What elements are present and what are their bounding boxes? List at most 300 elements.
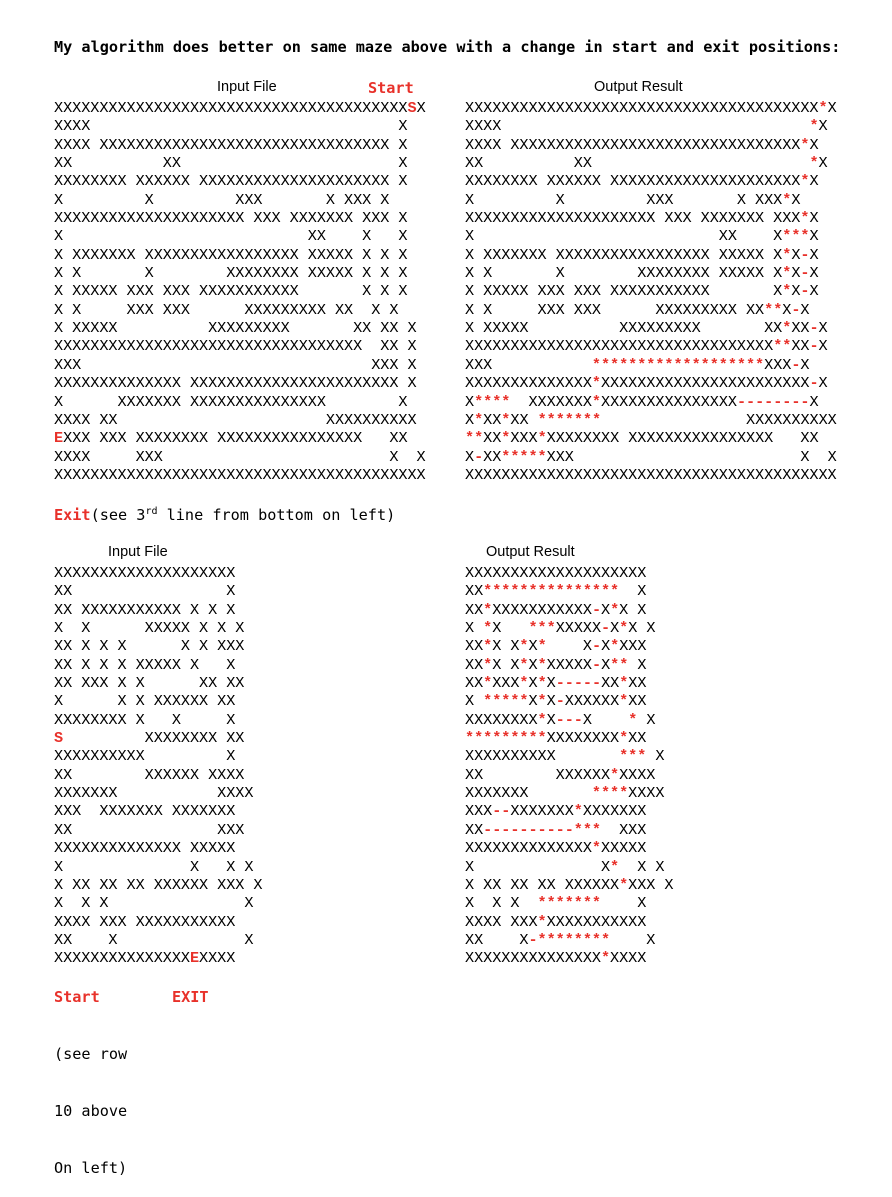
wall-segment: X bbox=[528, 637, 538, 656]
maze-row bbox=[54, 356, 426, 374]
wall-segment: XX X X bbox=[54, 930, 254, 949]
maze2-note-line: (see row bbox=[54, 1045, 128, 1063]
wall-segment: XXXXXXXXXXXXXXX bbox=[54, 949, 190, 968]
path-mark: - bbox=[474, 447, 484, 466]
wall-segment: X X bbox=[619, 857, 665, 876]
wall-segment: XX bbox=[791, 319, 810, 338]
wall-segment: XX bbox=[791, 337, 810, 356]
maze-row bbox=[465, 729, 674, 747]
maze2-start-label: Start bbox=[54, 988, 100, 1006]
wall-segment: X bbox=[465, 692, 484, 711]
maze1-start-caption: Start bbox=[368, 79, 414, 97]
wall-segment: XX bbox=[628, 674, 647, 693]
wall-segment: X XX XX XX XXXXXX XXX X bbox=[54, 875, 263, 894]
maze-row bbox=[465, 154, 837, 172]
path-mark: * bbox=[537, 637, 547, 656]
wall-segment: XX X bbox=[54, 582, 236, 601]
maze-row bbox=[54, 99, 426, 117]
maze-row bbox=[54, 411, 426, 429]
wall-segment: X bbox=[528, 674, 538, 693]
wall-segment: X bbox=[818, 117, 828, 136]
wall-segment: X bbox=[809, 209, 819, 228]
maze-row bbox=[465, 821, 674, 839]
path-mark: - bbox=[591, 655, 602, 674]
wall-segment: X bbox=[546, 692, 556, 711]
maze-row bbox=[54, 949, 262, 967]
maze2-input-caption: Input File bbox=[108, 544, 168, 560]
wall-segment: XXXXXXXX bbox=[546, 729, 620, 748]
maze-row bbox=[465, 656, 674, 674]
wall-segment: X XX XX XX XXXXXX bbox=[465, 875, 620, 894]
path-mark: - bbox=[809, 337, 819, 356]
path-mark: *** bbox=[619, 747, 647, 766]
maze-row bbox=[465, 858, 674, 876]
wall-segment: XX XX bbox=[465, 154, 810, 173]
maze-row bbox=[54, 429, 426, 447]
path-mark: * bbox=[537, 429, 547, 448]
wall-segment: XX XXXXXX XXXX bbox=[54, 765, 245, 784]
wall-segment: X bbox=[619, 582, 647, 601]
path-mark: * bbox=[537, 710, 547, 729]
path-mark: * bbox=[610, 857, 620, 876]
wall-segment: X bbox=[791, 264, 801, 283]
maze-row bbox=[465, 227, 837, 245]
maze-row bbox=[465, 191, 837, 209]
path-mark: * bbox=[537, 912, 547, 931]
path-mark: * bbox=[782, 190, 792, 209]
wall-segment: X bbox=[546, 637, 592, 656]
wall-segment: XXXXXXXXXXXXXX XXXXXXXXXXXXXXXXXXXXXXX X bbox=[54, 374, 417, 393]
wall-segment: X bbox=[800, 300, 810, 319]
maze-row bbox=[465, 913, 674, 931]
wall-segment: XXXXXXXXXXXXXXXXXXXXXXX bbox=[600, 374, 810, 393]
maze-row bbox=[465, 393, 837, 411]
wall-segment: XXXXXX bbox=[564, 692, 620, 711]
wall-segment: XXXX XXX X X bbox=[54, 447, 426, 466]
wall-segment: XXXXXXXX X X X bbox=[54, 710, 236, 729]
path-mark: *************** bbox=[483, 582, 620, 601]
wall-segment: XXXXXXX bbox=[510, 802, 574, 821]
maze-row bbox=[465, 619, 674, 637]
wall-segment: XXXX bbox=[619, 765, 656, 784]
path-mark: * bbox=[610, 765, 620, 784]
path-mark: *** bbox=[528, 619, 556, 638]
wall-segment: XXX XXXXXXX XXXXXXX bbox=[54, 802, 236, 821]
wall-segment: XXXXXXXXXXXXXX bbox=[465, 839, 592, 858]
wall-segment: XX X X X XXXXX X X bbox=[54, 655, 236, 674]
maze-row bbox=[54, 619, 262, 637]
path-mark: ** bbox=[465, 429, 484, 448]
maze-row bbox=[54, 227, 426, 245]
maze1-exit-label: Exit bbox=[54, 506, 91, 524]
wall-segment: X bbox=[782, 300, 792, 319]
wall-segment: XXX X X bbox=[546, 447, 837, 466]
wall-segment: XXXXXXXX XXXXXXXXXXXXXXXX XX bbox=[546, 429, 819, 448]
path-mark: ** bbox=[773, 337, 792, 356]
maze-row bbox=[465, 209, 837, 227]
path-mark: - bbox=[791, 355, 801, 374]
wall-segment: XXX bbox=[600, 820, 647, 839]
wall-segment: X X X XXXXXXXX XXXXX X X X bbox=[54, 264, 408, 283]
page-title: My algorithm does better on same maze above with a change in start and exit positions: bbox=[54, 38, 841, 56]
wall-segment: XXX bbox=[764, 355, 792, 374]
wall-segment: XXXX bbox=[465, 117, 810, 136]
maze-row bbox=[465, 282, 837, 300]
wall-segment: XXXXXXXXXXXXXXXXXXXXXXXXXXXXXXXXXXXXXXX bbox=[465, 99, 819, 117]
maze-row bbox=[54, 674, 262, 692]
path-mark: -------- bbox=[736, 392, 810, 411]
maze-row bbox=[54, 766, 262, 784]
wall-segment: X bbox=[610, 930, 656, 949]
wall-segment: XXXXXXXXXXXXXXXXXXXX bbox=[465, 564, 647, 582]
maze-row bbox=[465, 246, 837, 264]
path-mark: ----- bbox=[555, 674, 602, 693]
maze-row bbox=[54, 894, 262, 912]
maze-row bbox=[465, 711, 674, 729]
maze-row bbox=[54, 117, 426, 135]
maze-row bbox=[465, 894, 674, 912]
maze-row bbox=[54, 172, 426, 190]
maze-row bbox=[54, 656, 262, 674]
maze1-input-caption: Input File bbox=[217, 79, 277, 95]
path-mark: - bbox=[809, 374, 819, 393]
wall-segment: X X bbox=[492, 637, 520, 656]
maze-row bbox=[54, 784, 262, 802]
path-mark: * bbox=[610, 637, 620, 656]
path-mark: S bbox=[407, 99, 417, 117]
maze-row bbox=[465, 674, 674, 692]
wall-segment: XXX XXX X bbox=[54, 355, 417, 374]
maze-row bbox=[54, 876, 262, 894]
maze-row bbox=[54, 246, 426, 264]
path-mark: * bbox=[628, 710, 638, 729]
maze-row bbox=[465, 466, 837, 484]
maze-row bbox=[465, 374, 837, 392]
wall-segment: X bbox=[818, 374, 828, 393]
maze-row bbox=[465, 117, 837, 135]
maze2-note-line: 10 above bbox=[54, 1102, 128, 1120]
path-mark: * bbox=[800, 135, 810, 154]
maze-row bbox=[465, 411, 837, 429]
wall-segment: X bbox=[601, 655, 611, 674]
wall-segment: X bbox=[809, 282, 819, 301]
wall-segment: XXXXX bbox=[600, 839, 647, 858]
wall-segment: XXX bbox=[619, 637, 647, 656]
maze-row bbox=[54, 209, 426, 227]
path-mark: * bbox=[519, 655, 529, 674]
path-mark: * bbox=[809, 154, 819, 173]
wall-segment: XX bbox=[465, 820, 484, 839]
maze1-output-caption: Output Result bbox=[594, 79, 683, 95]
path-mark: * bbox=[519, 637, 529, 656]
path-mark: * bbox=[591, 374, 601, 393]
maze-row bbox=[465, 301, 837, 319]
maze-row bbox=[54, 448, 426, 466]
wall-segment: X bbox=[818, 337, 828, 356]
wall-segment: X bbox=[809, 172, 819, 191]
maze1-exit-note-sup: rd bbox=[145, 506, 158, 517]
maze-row bbox=[54, 337, 426, 355]
path-mark: * bbox=[483, 600, 493, 619]
wall-segment: X XXXXX XXX XXX XXXXXXXXXXX X X X bbox=[54, 282, 408, 301]
wall-segment: X bbox=[809, 245, 819, 264]
wall-segment: XXXX XX XXXXXXXXXX bbox=[54, 410, 417, 429]
path-mark: -******** bbox=[528, 930, 611, 949]
maze-row bbox=[54, 282, 426, 300]
maze-row bbox=[465, 136, 837, 154]
wall-segment: XX bbox=[465, 582, 484, 601]
wall-segment: X bbox=[610, 619, 620, 638]
maze-row bbox=[465, 637, 674, 655]
maze-row bbox=[465, 356, 837, 374]
wall-segment: XX X X X X X XXX bbox=[54, 637, 245, 656]
maze-row bbox=[465, 319, 837, 337]
wall-segment: XX bbox=[483, 429, 502, 448]
wall-segment: XX XX X bbox=[54, 154, 408, 173]
wall-segment: XXXXXXXXXXXXXXXXXXXXXXXXXXXXXXXXXXXXXXXXX bbox=[465, 465, 837, 484]
maze-row bbox=[54, 692, 262, 710]
path-mark: **** bbox=[474, 392, 511, 411]
maze1-exit-note-pre: (see 3 bbox=[90, 506, 146, 524]
maze-row bbox=[54, 601, 262, 619]
maze-row bbox=[54, 802, 262, 820]
maze2-note bbox=[54, 1007, 127, 1197]
path-mark: ******* bbox=[537, 410, 602, 429]
wall-segment: XXXXXXXXXXXXXXXXXXXXX XXX XXXXXXX XXX X bbox=[54, 209, 408, 228]
wall-segment: X bbox=[818, 319, 828, 338]
wall-segment: XXX bbox=[465, 355, 592, 374]
maze-row bbox=[54, 319, 426, 337]
path-mark: * bbox=[600, 949, 611, 968]
wall-segment: XXXXXXXXXXXXXXXXXXXXXXXXXXXXXXXXXXXXXXX bbox=[54, 99, 408, 117]
wall-segment: XXXXXXXXXXXXXXX bbox=[465, 949, 601, 968]
wall-segment: XXXXXXX bbox=[582, 802, 647, 821]
wall-segment: XX bbox=[483, 410, 502, 429]
path-mark: E bbox=[54, 429, 64, 448]
wall-segment: XX bbox=[628, 692, 647, 711]
maze-row bbox=[54, 637, 262, 655]
path-mark: * bbox=[519, 674, 529, 693]
maze-row bbox=[54, 301, 426, 319]
wall-segment: XXX bbox=[510, 429, 538, 448]
wall-segment: X bbox=[637, 710, 656, 729]
wall-segment: XXX XXX XXXXXXXX XXXXXXXXXXXXXXXX XX bbox=[63, 429, 408, 448]
maze-row bbox=[465, 448, 837, 466]
wall-segment: XXXXXXX bbox=[510, 392, 592, 411]
path-mark: - bbox=[800, 264, 810, 283]
wall-segment: XX bbox=[628, 729, 647, 748]
wall-segment: XXXXXXXXXXXXXXXXXXXXXXXXXXXXXXXXXX XX X bbox=[54, 337, 417, 356]
wall-segment: X XXXXXXX XXXXXXXXXXXXXXXXX XXXXX X bbox=[465, 245, 783, 264]
wall-segment: XXX X bbox=[628, 875, 674, 894]
wall-segment: XXXXX bbox=[555, 619, 602, 638]
maze-row bbox=[465, 337, 837, 355]
wall-segment: X X bbox=[492, 655, 520, 674]
maze2-note-line: On left) bbox=[54, 1159, 128, 1177]
wall-segment: XXX bbox=[492, 674, 520, 693]
wall-segment: XX XXXXXXXXXXX X X X bbox=[54, 600, 236, 619]
wall-segment: X bbox=[546, 710, 556, 729]
maze-row bbox=[54, 136, 426, 154]
maze-row bbox=[465, 601, 674, 619]
path-mark: * bbox=[619, 729, 629, 748]
wall-segment: XXXX XXXXXXXXXXXXXXXXXXXXXXXXXXXXXXXX X bbox=[54, 135, 408, 154]
path-mark: * bbox=[483, 655, 493, 674]
path-mark: ----------*** bbox=[483, 820, 601, 839]
wall-segment: XXXXXXXXXX X bbox=[54, 747, 236, 766]
maze1-output-grid bbox=[465, 99, 837, 484]
wall-segment: XX bbox=[465, 600, 484, 619]
wall-segment: XXXX XXXXXXXXXXXXXXXXXXXXXXXXXXXXXXXX bbox=[465, 135, 801, 154]
wall-segment: XXX bbox=[465, 802, 493, 821]
wall-segment: XXXXX bbox=[546, 655, 592, 674]
wall-segment: XX bbox=[465, 637, 484, 656]
path-mark: * bbox=[474, 410, 484, 429]
wall-segment: XXXXXXXX bbox=[465, 710, 538, 729]
wall-segment: X bbox=[528, 692, 538, 711]
path-mark: S bbox=[54, 729, 64, 748]
wall-segment: XXXXXXXXXXXXXXX bbox=[601, 392, 737, 411]
wall-segment: XXXX bbox=[610, 949, 647, 968]
path-mark: * bbox=[782, 282, 792, 301]
maze-row bbox=[465, 839, 674, 857]
path-mark: * bbox=[591, 839, 601, 858]
maze-row bbox=[54, 264, 426, 282]
path-mark: * bbox=[483, 637, 493, 656]
wall-segment: X X bbox=[619, 600, 647, 619]
wall-segment: XX bbox=[510, 410, 538, 429]
maze-row bbox=[465, 564, 674, 582]
path-mark: ******* bbox=[537, 894, 601, 913]
path-mark: * bbox=[619, 692, 629, 711]
wall-segment: X bbox=[809, 392, 819, 411]
wall-segment: X X X X bbox=[54, 857, 254, 876]
maze-row bbox=[465, 766, 674, 784]
wall-segment: XXXXXXXX XX bbox=[63, 729, 245, 748]
path-mark: * bbox=[537, 692, 547, 711]
path-mark: * bbox=[537, 674, 547, 693]
maze-row bbox=[465, 692, 674, 710]
wall-segment: XXXX bbox=[628, 784, 665, 803]
wall-segment: XXXX XXX bbox=[465, 912, 538, 931]
maze1-exit-note bbox=[54, 506, 395, 525]
maze-row bbox=[54, 839, 262, 857]
wall-segment: X X bbox=[628, 619, 656, 638]
wall-segment: XXXXXXXXXX bbox=[465, 747, 620, 766]
wall-segment: XX bbox=[465, 655, 484, 674]
maze-row bbox=[465, 582, 674, 600]
maze-row bbox=[465, 802, 674, 820]
path-mark: * bbox=[483, 619, 493, 638]
maze-row bbox=[465, 429, 837, 447]
wall-segment: XXXXXXXXXX bbox=[601, 410, 837, 429]
wall-segment: XX XXX X X XX XX bbox=[54, 674, 245, 693]
wall-segment: X bbox=[646, 747, 665, 766]
path-mark: - bbox=[601, 619, 611, 638]
path-mark: -- bbox=[492, 802, 511, 821]
path-mark: - bbox=[800, 282, 810, 301]
path-mark: **** bbox=[591, 784, 629, 803]
wall-segment: XX bbox=[601, 674, 620, 693]
maze-row bbox=[54, 913, 262, 931]
maze-row bbox=[465, 876, 674, 894]
path-mark: - bbox=[809, 319, 819, 338]
maze1-input-grid bbox=[54, 99, 426, 484]
path-mark: * bbox=[809, 117, 819, 136]
path-mark: * bbox=[619, 875, 629, 894]
path-mark: - bbox=[591, 600, 602, 619]
path-mark: ***** bbox=[501, 447, 547, 466]
wall-segment: XXXX XXX XXXXXXXXXXX bbox=[54, 912, 236, 931]
wall-segment: XX XXXXXX bbox=[465, 765, 611, 784]
path-mark: * bbox=[591, 392, 601, 411]
wall-segment: XXXX bbox=[199, 949, 236, 968]
path-mark: * bbox=[610, 600, 620, 619]
wall-segment: X bbox=[601, 600, 611, 619]
wall-segment: X bbox=[601, 637, 611, 656]
wall-segment: XX X bbox=[465, 930, 529, 949]
path-mark: * bbox=[501, 410, 511, 429]
maze-row bbox=[54, 154, 426, 172]
wall-segment: XXXXXXXXXXXXXXXXXXXXX XXX XXXXXXX XXX bbox=[465, 209, 801, 228]
path-mark: * bbox=[818, 99, 828, 117]
wall-segment: XX XXX bbox=[54, 820, 245, 839]
wall-segment: X X X X bbox=[54, 894, 254, 913]
wall-segment: X bbox=[492, 619, 529, 638]
wall-segment: X XX X X bbox=[54, 227, 408, 246]
path-mark: * bbox=[800, 172, 810, 191]
wall-segment: X XXXXX XXXXXXXXX XX XX X bbox=[54, 319, 417, 338]
path-mark: * bbox=[619, 674, 629, 693]
path-mark: * bbox=[573, 802, 583, 821]
wall-segment: X bbox=[465, 392, 475, 411]
wall-segment: X X XXX XXX XXXXXXXXX XX bbox=[465, 300, 765, 319]
path-mark: * bbox=[782, 319, 792, 338]
maze1-exit-note-post: line from bottom on left) bbox=[157, 506, 396, 524]
wall-segment: XXXXXXXXXXXXXXXXXXXX bbox=[54, 564, 236, 582]
wall-segment: X bbox=[800, 355, 810, 374]
wall-segment: X bbox=[416, 99, 426, 117]
maze-row bbox=[54, 582, 262, 600]
maze-row bbox=[54, 747, 262, 765]
wall-segment: X bbox=[546, 674, 556, 693]
wall-segment: XXXXXXXXXXXXXX bbox=[465, 374, 592, 393]
wall-segment: XXXXXXXXXXXXXXXXXXXXXXXXXXXXXXXXXX bbox=[465, 337, 774, 356]
wall-segment: X bbox=[809, 227, 819, 246]
maze2-output-caption: Output Result bbox=[486, 544, 575, 560]
wall-segment: XXXXXXX XXXX bbox=[54, 784, 254, 803]
wall-segment: XXXXXXXX XXXXXX XXXXXXXXXXXXXXXXXXXXX X bbox=[54, 172, 408, 191]
maze-row bbox=[465, 99, 837, 117]
wall-segment: X X XXX X XXX bbox=[465, 190, 783, 209]
path-mark: ** bbox=[610, 655, 629, 674]
wall-segment: X X XXX X XXX X bbox=[54, 190, 390, 209]
wall-segment: XXXXXXXXXXXXXXXXXXXXXXXXXXXXXXXXXXXXXXXXX bbox=[54, 465, 426, 484]
maze-row bbox=[54, 711, 262, 729]
path-mark: * bbox=[800, 209, 810, 228]
maze-row bbox=[465, 931, 674, 949]
wall-segment: XXXXXXX bbox=[465, 784, 592, 803]
maze-row bbox=[465, 949, 674, 967]
path-mark: - bbox=[791, 300, 801, 319]
maze-row bbox=[465, 784, 674, 802]
path-mark: * bbox=[483, 674, 493, 693]
wall-segment: X bbox=[827, 99, 837, 117]
path-mark: ***** bbox=[483, 692, 529, 711]
wall-segment: X bbox=[528, 655, 538, 674]
wall-segment: X bbox=[465, 447, 475, 466]
path-mark: * bbox=[619, 619, 629, 638]
